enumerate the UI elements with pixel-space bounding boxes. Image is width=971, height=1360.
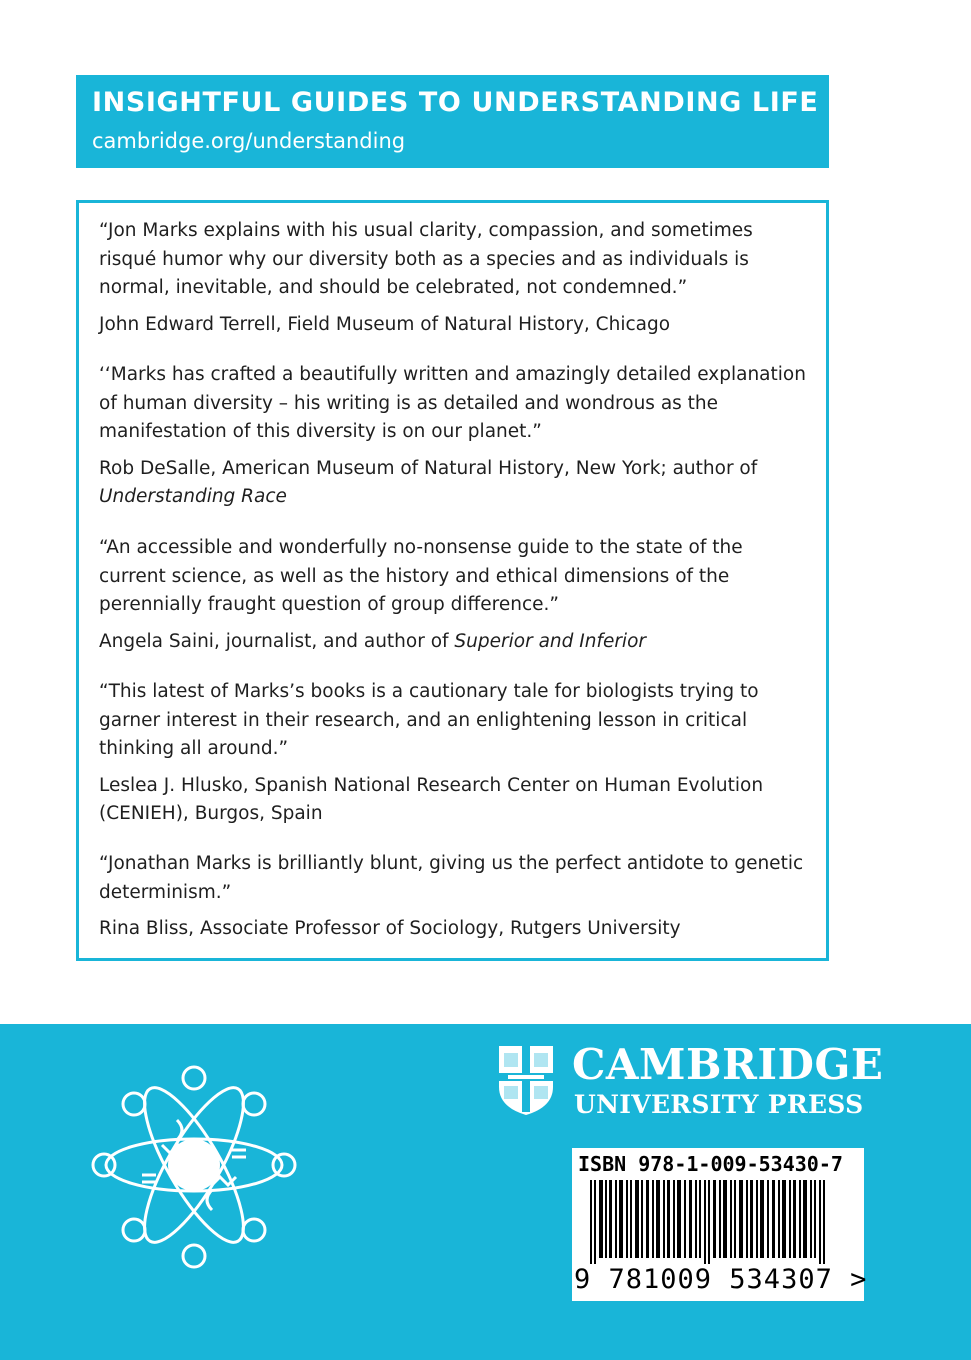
review-4 [99,678,814,829]
series-title: INSIGHTFUL GUIDES TO UNDERSTANDING LIFE [92,87,819,118]
review-quote: ‘‘Marks has crafted a beautifully written and amazingly detailed explanation of human diversity – his writing is as detailed and wondrous as the manifestation of this diversity is on our planet.” [99,364,806,442]
review-quote: “Jon Marks explains with his usual clarity, compassion, and sometimes risqué humor why our diversity both as a species and as individuals is normal, inevitable, and should be celebrated, not condemned.” [99,220,753,298]
barcode-icon [590,1180,840,1264]
review-attribution: Rob DeSalle, American Museum of Natural History, New York; author of Understanding Race [99,457,758,507]
series-url[interactable]: cambridge.org/understanding [92,129,406,153]
review-5 [99,850,814,944]
series-banner [76,75,829,168]
publisher-name: CAMBRIDGE [572,1040,884,1089]
review-attribution: John Edward Terrell, Field Museum of Natural History, Chicago [99,313,671,335]
publisher-subtitle: UNIVERSITY PRESS [574,1090,864,1119]
review-3 [99,534,814,656]
review-1 [99,217,814,339]
barcode-panel [572,1148,868,1301]
book-title: Understanding Race [99,486,287,507]
isbn-label: ISBN 978-1-009-53430-7 [578,1152,843,1176]
reviews-box [76,200,829,961]
review-quote: “This latest of Marks’s books is a cautionary tale for biologists trying to garner interest in their research, and an enlightening lesson in critical thinking all around.” [99,681,759,759]
series-emblem-icon [82,1060,306,1310]
review-attribution: Rina Bliss, Associate Professor of Sociology, Rutgers University [99,918,681,939]
review-2 [99,361,814,512]
book-title: Superior and Inferior [454,630,646,652]
review-quote: “An accessible and wonderfully no-nonsense guide to the state of the current science, as well as the history and ethical dimensions of the perennially fraught question of group difference.” [99,537,743,615]
review-quote: “Jonathan Marks is brilliantly blunt, giving us the perfect antidote to genetic determinism.” [99,853,804,903]
review-attribution: Angela Saini, journalist, and author of Superior and Inferior [99,630,646,652]
cambridge-crest-icon [496,1043,556,1117]
review-attribution: Leslea J. Hlusko, Spanish National Research Center on Human Evolution (CENIEH), Burgos, Spain [99,774,764,824]
barcode-digits: 9 781009 534307 > [574,1264,868,1295]
